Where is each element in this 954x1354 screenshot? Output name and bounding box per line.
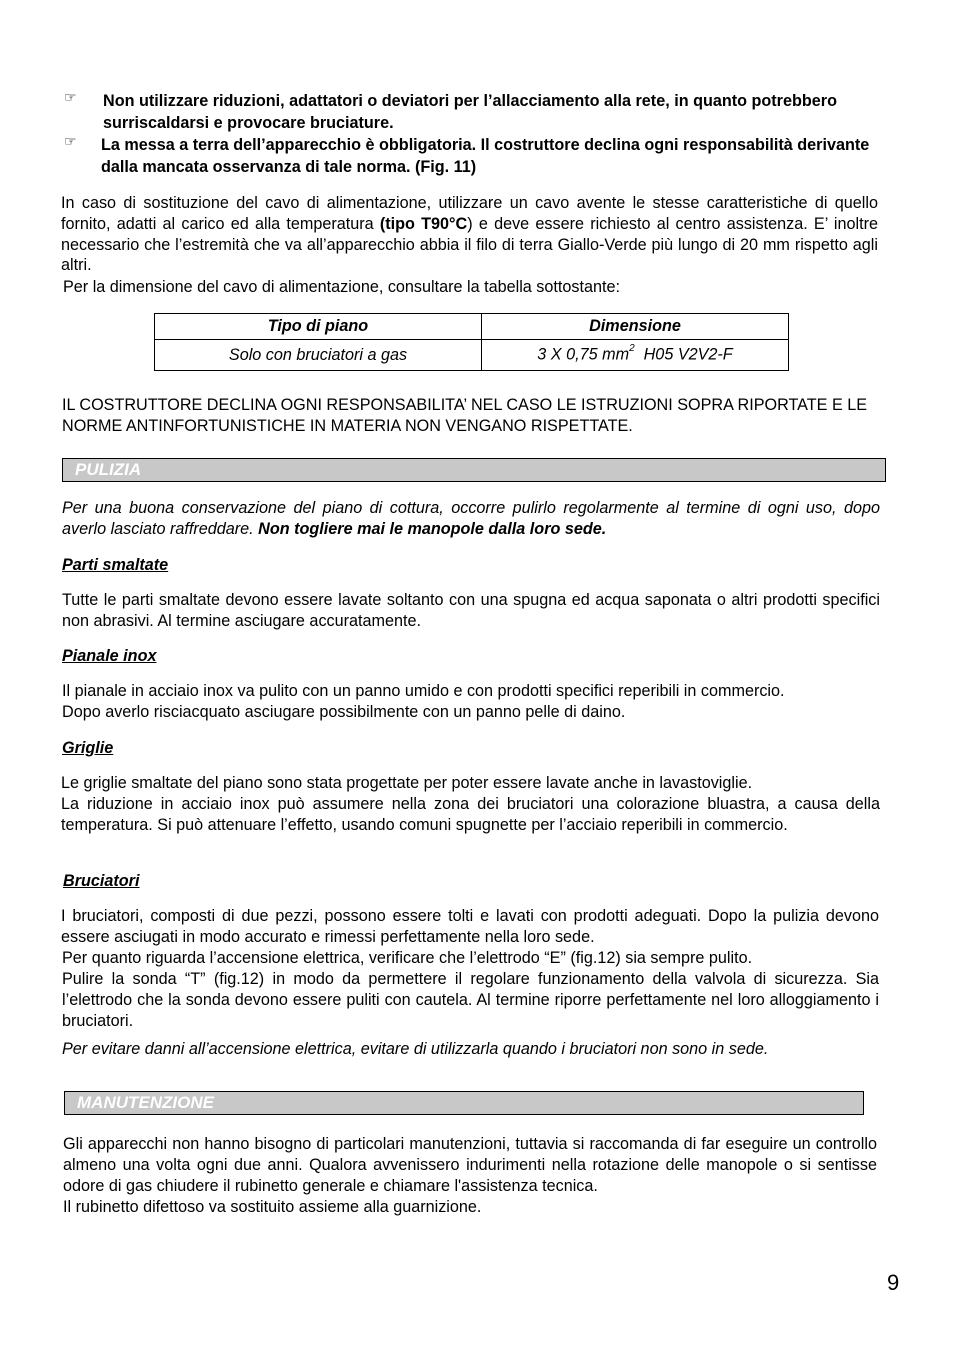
table-header-dimension: Dimensione <box>482 314 789 340</box>
section-bar-pulizia <box>62 458 886 482</box>
table-cell-type: Solo con bruciatori a gas <box>155 340 482 371</box>
warning-bullet-2: La messa a terra dell’apparecchio è obbligatoria. Il costruttore declina ogni responsabilità derivante dalla mancata osservanza di tale norma. (Fig. 11) <box>101 136 870 176</box>
heading-parti-smaltate: Parti smaltate <box>62 556 169 574</box>
bruciatori-text-2: Per quanto riguarda l’accensione elettrica, verificare che l’elettrodo “E” (fig.12) sia sempre pulito. <box>62 949 753 967</box>
cable-spec-table <box>154 313 789 371</box>
table-header-type: Tipo di piano <box>155 314 482 340</box>
heading-griglie: Griglie <box>62 739 114 757</box>
pointing-hand-icon: ☞ <box>64 90 77 106</box>
parti-smaltate-text: Tutte le parti smaltate devono essere lavate soltanto con una spugna ed acqua saponata o altri prodotti specifici non abrasivi. Al termine asciugare accuratamente. <box>62 591 880 630</box>
heading-bruciatori: Bruciatori <box>63 872 140 890</box>
section-title-pulizia: PULIZIA <box>75 460 142 479</box>
bruciatori-text-1: I bruciatori, composti di due pezzi, possono essere tolti e lavati con prodotti adeguati. Dopo la pulizia devono essere asciugati in modo accurato e rimessi perfettamente nella loro sede. <box>61 907 879 946</box>
bruciatori-text-3: Pulire la sonda “T” (fig.12) in modo da permettere il regolare funzionamento della valvola di sicurezza. Sia l’elettrodo che la sonda devono essere puliti con cautela. Al termine riporre perfettamente nel loro alloggiamento i bruciatori. <box>62 970 879 1030</box>
warning-bullet-1: Non utilizzare riduzioni, adattatori o deviatori per l’allacciamento alla rete, in quanto potrebbero surriscaldarsi e provocare bruciature. <box>103 92 837 132</box>
section-bar-manutenzione <box>64 1091 864 1115</box>
pulizia-intro: Per una buona conservazione del piano di cottura, occorre pulirlo regolarmente al termine di ogni uso, dopo averlo lasciato raffreddare. Non togliere mai le manopole dalla loro sede. <box>62 499 880 538</box>
heading-pianale-inox: Pianale inox <box>62 647 157 665</box>
cable-table-intro: Per la dimensione del cavo di alimentazione, consultare la tabella sottostante: <box>63 278 620 296</box>
cable-paragraph: In caso di sostituzione del cavo di alimentazione, utilizzare un cavo avente le stesse caratteristiche di quello fornito, adatti al carico ed alla temperatura (tipo T90°C) e deve essere richiesto al centro assistenza. E’ inoltre necessario che l’estremità che va all’apparecchio abbia il filo di terra Giallo-Verde più lungo di 20 mm rispetto agli altri. <box>61 194 879 275</box>
bruciatori-note: Per evitare danni all’accensione elettrica, evitare di utilizzarla quando i bruciatori non sono in sede. <box>62 1040 769 1058</box>
pianale-inox-text-1: Il pianale in acciaio inox va pulito con un panno umido e con prodotti specifici reperibili in commercio. <box>62 682 785 700</box>
disclaimer: IL COSTRUTTORE DECLINA OGNI RESPONSABILITA’ NEL CASO LE ISTRUZIONI SOPRA RIPORTATE E LE NORME ANTINFORTUNISTICHE IN MATERIA NON VENGANO RISPETTATE. <box>62 396 868 435</box>
section-title-manutenzione: MANUTENZIONE <box>77 1093 214 1112</box>
page-number: 9 <box>887 1270 900 1295</box>
pianale-inox-text-2: Dopo averlo risciacquato asciugare possibilmente con un panno pelle di daino. <box>62 703 626 721</box>
table-cell-dimension: 3 X 0,75 $mm^2$ H05 V2V2-F <box>482 340 789 371</box>
griglie-text-2: La riduzione in acciaio inox può assumere nella zona dei bruciatori una colorazione bluastra, a causa della temperatura. Si può attenuare l’effetto, usando comuni spugnette per l’acciaio reperibili in commercio. <box>61 795 880 834</box>
pointing-hand-icon: ☞ <box>64 134 77 150</box>
manutenzione-text: Gli apparecchi non hanno bisogno di particolari manutenzioni, tuttavia si raccomanda di far eseguire un controllo almeno una volta ogni due anni. Qualora avvenissero indurimenti nella rotazione delle manopole o si sentisse odore di gas chiudere il rubinetto generale e chiamare l'assistenza tecnica. <box>63 1135 877 1195</box>
griglie-text-1: Le griglie smaltate del piano sono stata progettate per poter essere lavate anche in lavastoviglie. <box>61 774 753 792</box>
manutenzione-text-2: Il rubinetto difettoso va sostituito assieme alla guarnizione. <box>63 1198 482 1216</box>
